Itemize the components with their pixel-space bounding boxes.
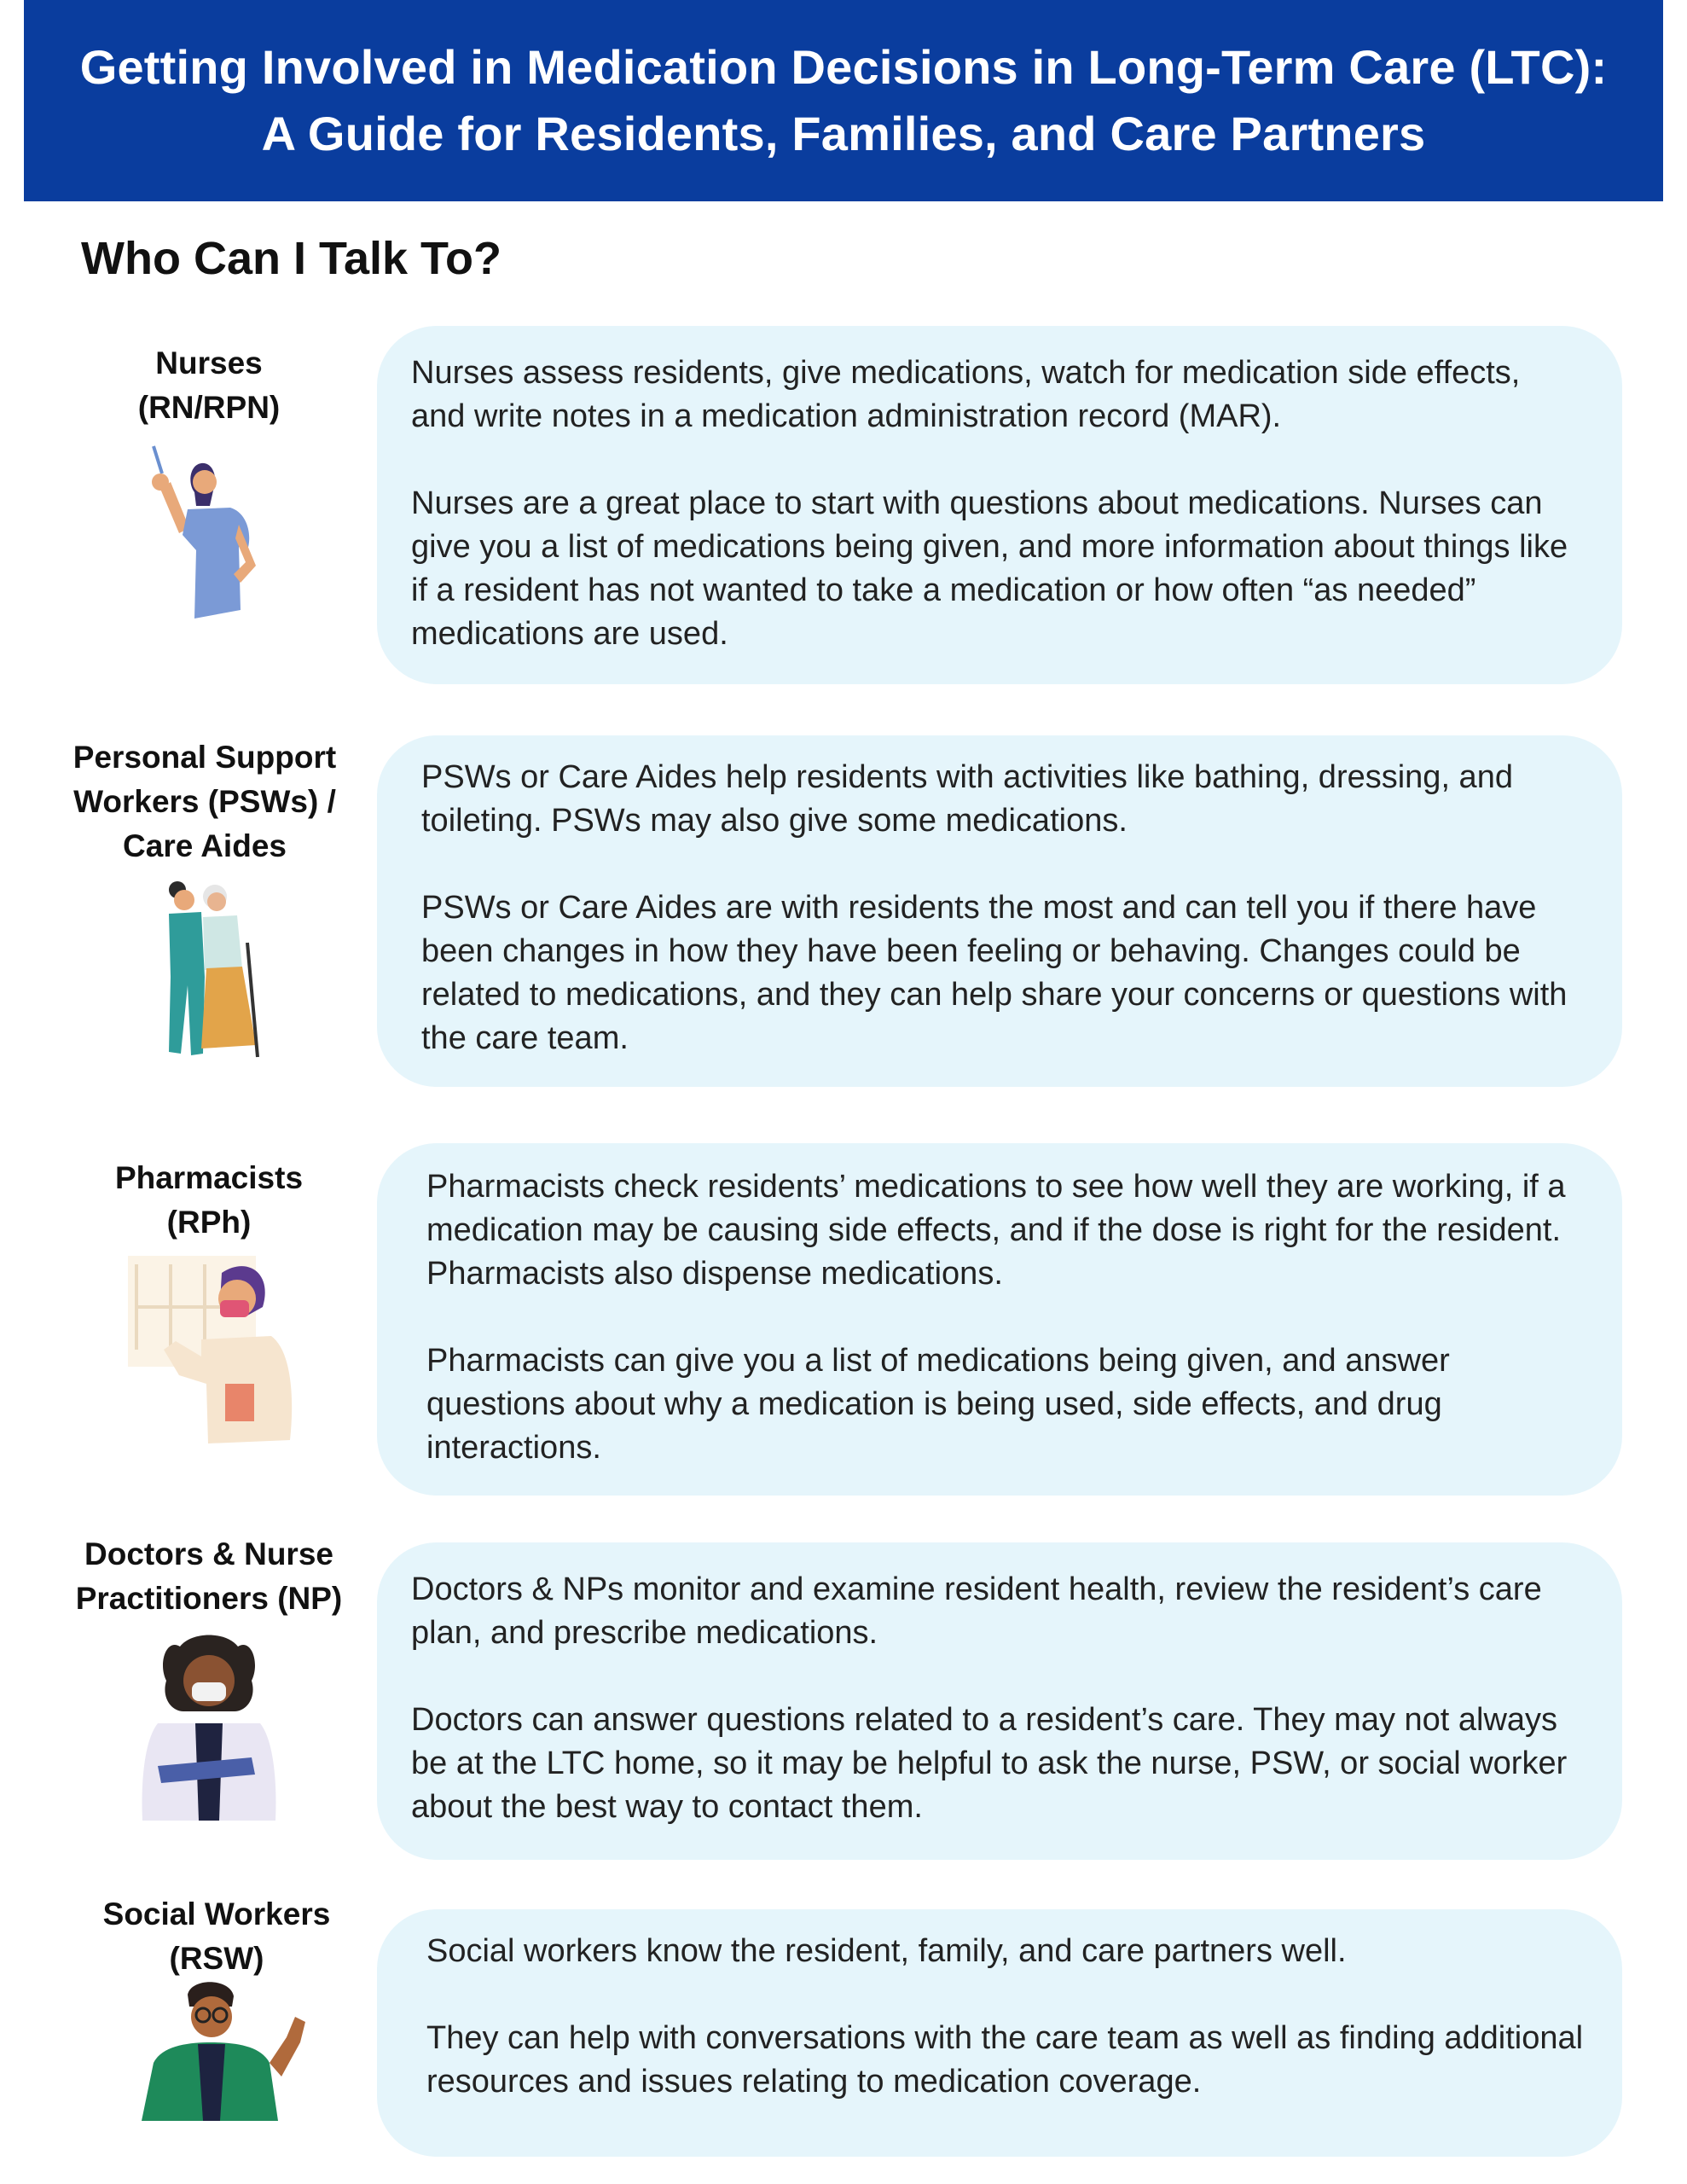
role-label-line: Personal Support: [72, 740, 337, 775]
role-label-line: (RPh): [166, 1205, 252, 1240]
role-label-line: Practitioners (NP): [75, 1581, 343, 1616]
role-label-line: Nurses: [155, 346, 263, 380]
role-description: Doctors & NPs monitor and examine resident health, review the resident’s care plan, and prescribe medications.: [411, 1571, 1542, 1651]
role-card-psws: [377, 735, 1622, 1087]
pharmacist-illustration-icon: [119, 1247, 307, 1452]
role-description: Doctors can answer questions related to a resident’s care. They may not always be at the LTC home, so it may be helpful to ask the nurse, PSW, or social worker about the best way to contact them.: [411, 1702, 1568, 1825]
role-description: PSWs or Care Aides help residents with activities like bathing, dressing, and toileting. PSWs may also give some medications.: [421, 759, 1513, 839]
role-label-psws: [43, 735, 367, 868]
nurse-illustration-icon: [128, 439, 281, 627]
role-label-line: Workers (PSWs) /: [73, 784, 336, 819]
role-description: Social workers know the resident, family, and care partners well.: [426, 1933, 1347, 1969]
role-label-social-workers: [55, 1892, 379, 1981]
role-label-line: (RN/RPN): [137, 390, 281, 425]
role-description: PSWs or Care Aides are with residents the most and can tell you if there have been changes in how they have been feeling or behaving. Changes could be related to medications, and they can help share your concerns or questions with the care team.: [421, 890, 1568, 1056]
page-title-line-2: A Guide for Residents, Families, and Care Partners: [261, 107, 1426, 160]
social-worker-illustration-icon: [136, 1978, 316, 2123]
role-label-pharmacists: [47, 1156, 371, 1245]
role-card-pharmacists: [377, 1143, 1622, 1496]
role-card-nurses: [377, 326, 1622, 684]
role-card-doctors: [377, 1542, 1622, 1860]
role-description: Nurses assess residents, give medications, watch for medication side effects, and write notes in a medication administration record (MAR).: [411, 355, 1521, 434]
role-label-line: (RSW): [169, 1941, 264, 1976]
page-title-line-1: Getting Involved in Medication Decisions in Long-Term Care (LTC):: [79, 40, 1608, 94]
role-description: They can help with conversations with the care team as well as finding additional resources and issues relating to medication coverage.: [426, 2020, 1584, 2100]
role-description: Pharmacists check residents’ medications to see how well they are working, if a medication may be causing side effects, and if the dose is right for the resident. Pharmacists also dispense medications.: [426, 1169, 1566, 1292]
role-card-social-workers: [377, 1909, 1622, 2157]
role-label-line: Doctors & Nurse: [84, 1536, 333, 1571]
header-banner: [24, 0, 1663, 201]
section-title: Who Can I Talk To?: [81, 233, 501, 284]
role-label-line: Care Aides: [123, 828, 287, 863]
doctor-illustration-icon: [132, 1629, 286, 1826]
role-label-line: Pharmacists: [114, 1160, 304, 1195]
role-label-nurses: [47, 341, 371, 430]
psw-illustration-icon: [154, 874, 273, 1071]
role-label-line: Social Workers: [102, 1896, 331, 1931]
role-description: Nurses are a great place to start with questions about medications. Nurses can give you a list of medications being given, and more information about things like if a resident has not wanted to take a medication or how often “as needed” medications are used.: [411, 485, 1568, 652]
role-label-doctors: [47, 1532, 371, 1621]
role-description: Pharmacists can give you a list of medications being given, and answer questions about why a medication is being used, side effects, and drug interactions.: [426, 1343, 1450, 1466]
